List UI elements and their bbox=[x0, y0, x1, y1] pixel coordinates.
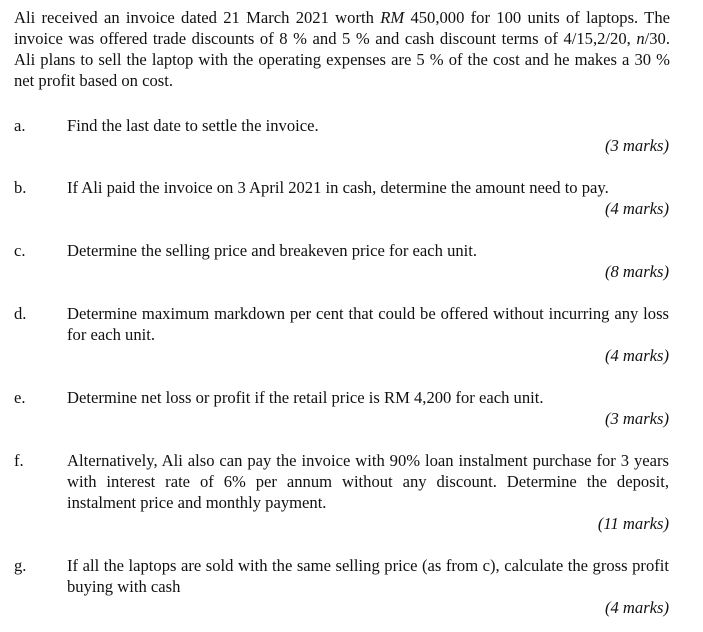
question-letter: b. bbox=[14, 178, 27, 197]
intro-part-2: 450,000 for 100 units of laptops. The invoice was offered trade discounts of 8 % and 5 % and cash discount terms of 4/15,2/20, bbox=[14, 8, 670, 48]
question-marks: (3 marks) bbox=[604, 409, 669, 428]
question-marks: (3 marks) bbox=[604, 136, 669, 155]
question-letter: c. bbox=[14, 241, 26, 260]
question-marks: (4 marks) bbox=[604, 346, 669, 365]
intro-part-3: /30. Ali plans to sell the laptop with the operating expenses are 5 % of the cost and he makes a 30 % net profit based on cost. bbox=[14, 29, 670, 90]
question-marks: (4 marks) bbox=[604, 199, 669, 218]
question-text: Determine maximum markdown per cent that could be offered without incurring any loss for each unit. bbox=[67, 304, 669, 344]
question-text: Alternatively, Ali also can pay the invoice with 90% loan instalment purchase for 3 years with interest rate of 6% per annum without any discount. Determine the deposit, instalment price and monthly payment. bbox=[67, 451, 669, 512]
net-term-label: n bbox=[636, 29, 645, 48]
question-letter: d. bbox=[14, 304, 27, 323]
question-marks: (4 marks) bbox=[604, 598, 669, 617]
question-letter: a. bbox=[14, 116, 26, 135]
question-marks: (8 marks) bbox=[604, 262, 669, 281]
question-marks: (11 marks) bbox=[597, 514, 669, 533]
question-text: Determine net loss or profit if the retail price is RM 4,200 for each unit. bbox=[67, 388, 544, 407]
question-text: If Ali paid the invoice on 3 April 2021 in cash, determine the amount need to pay. bbox=[67, 178, 609, 197]
intro-part-1: Ali received an invoice dated 21 March 2021 worth bbox=[14, 8, 381, 27]
question-letter: f. bbox=[14, 451, 24, 470]
question-text: Find the last date to settle the invoice. bbox=[67, 116, 319, 135]
currency-label: RM bbox=[380, 8, 405, 27]
question-letter: e. bbox=[14, 388, 26, 407]
question-letter: g. bbox=[14, 556, 27, 575]
problem-statement bbox=[14, 7, 670, 91]
question-text: If all the laptops are sold with the same selling price (as from c), calculate the gross profit buying with cash bbox=[67, 556, 669, 596]
question-text: Determine the selling price and breakeven price for each unit. bbox=[67, 241, 478, 260]
